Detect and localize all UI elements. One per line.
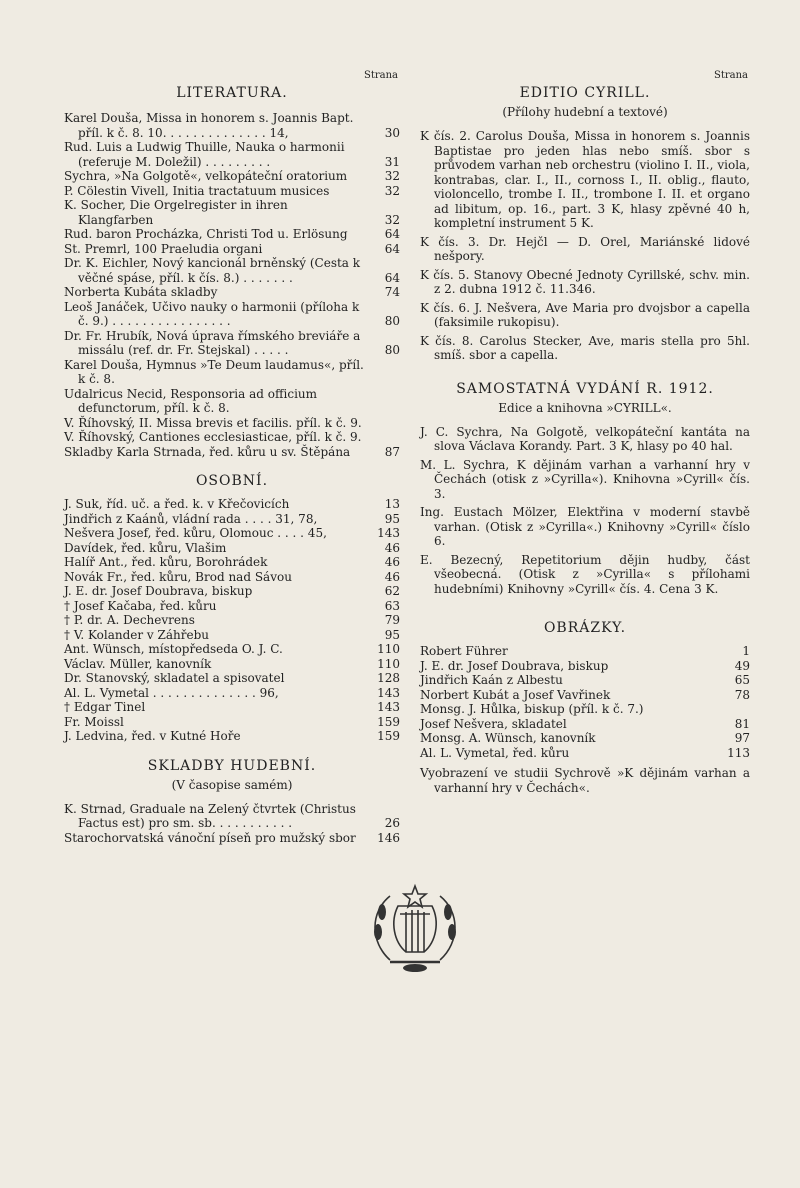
- entry-page-number: 113: [727, 745, 750, 760]
- index-entry: [64, 802, 400, 831]
- entry-title: Jindřich Kaán z Albestu: [420, 673, 563, 687]
- index-entry: [64, 642, 400, 657]
- entry-page-number: 26: [384, 816, 400, 830]
- edition-entry: K čís. 3. Dr. Hejčl — D. Orel, Mariánské lidové nešpory.: [420, 234, 750, 263]
- index-entry: [64, 570, 400, 585]
- entry-title: Václav. Müller, kanovník: [64, 656, 212, 671]
- index-entry: [64, 256, 400, 285]
- entry-title: Udalricus Necid, Responsoria ad officium defunctorum, příl. k č. 8.: [64, 386, 318, 415]
- entry-title: Dr. Fr. Hrubík, Nová úprava římského breviáře a missálu (ref. dr. Fr. Stejskal) . . . . .: [64, 328, 361, 357]
- entry-title: Nešvera Josef, řed. kůru, Olomouc . . . . 45,: [64, 526, 327, 540]
- obrazky-list: [420, 644, 750, 760]
- edition-entry: K čís. 8. Carolus Stecker, Ave, maris stella pro 5hl. smíš. sbor a capella.: [420, 333, 750, 362]
- index-entry: [64, 512, 400, 527]
- index-entry: [64, 555, 400, 570]
- index-entry: [64, 671, 400, 686]
- index-entry: [64, 715, 400, 730]
- entry-page-number: 13: [384, 497, 400, 511]
- edition-entry: M. L. Sychra, K dějinám varhan a varhanní hry v Čechách (otisk z »Cyrilla«). Knihovna »Cyrill« čís. 3.: [420, 457, 750, 501]
- entry-page-number: 80: [384, 314, 400, 328]
- edition-entry: K čís. 6. J. Nešvera, Ave Maria pro dvojsbor a capella (faksimile rukopisu).: [420, 300, 750, 329]
- entry-title: St. Premrl, 100 Praeludia organi: [64, 241, 263, 256]
- entry-title: Skladby Karla Strnada, řed. kůru u sv. Štěpána: [64, 444, 351, 459]
- index-entry: [64, 387, 400, 416]
- skladby-list: [64, 802, 400, 846]
- entry-title: Karel Douša, Hymnus »Te Deum laudamus«, příl. k č. 8.: [64, 357, 364, 386]
- index-entry: [420, 688, 750, 703]
- entry-page-number: 87: [384, 444, 400, 459]
- entry-page-number: 64: [384, 227, 400, 241]
- entry-page-number: 159: [377, 729, 400, 743]
- index-entry: [64, 445, 400, 460]
- entry-page-number: 110: [377, 642, 400, 656]
- entry-page-number: 79: [384, 613, 400, 627]
- entry-page-number: 46: [384, 540, 400, 555]
- entry-page-number: 143: [377, 526, 400, 540]
- index-entry: [64, 169, 400, 184]
- edition-entry: K čís. 5. Stanovy Obecné Jednoty Cyrillské, schv. min. z 2. dubna 1912 č. 11.346.: [420, 267, 750, 296]
- skladby-heading: SKLADBY HUDEBNÍ.: [147, 757, 317, 774]
- entry-title: Jindřich z Kaánů, vládní rada . . . . 31, 78,: [64, 511, 318, 526]
- literatura-heading: LITERATURA.: [176, 85, 288, 101]
- index-entry: [420, 731, 750, 746]
- entry-title: Fr. Moissl: [64, 714, 124, 729]
- entry-page-number: 81: [734, 716, 750, 731]
- index-entry: [64, 729, 400, 744]
- index-entry: [64, 526, 400, 541]
- index-entry: [64, 613, 400, 628]
- obrazky-heading: OBRÁZKY.: [543, 620, 627, 636]
- right-column: [420, 70, 750, 799]
- entry-title: † V. Kolander v Záhřebu: [64, 627, 209, 642]
- entry-title: Norbert Kubát a Josef Vavřinek: [420, 687, 611, 702]
- entry-title: J. E. dr. Josef Doubrava, biskup: [420, 658, 609, 673]
- entry-page-number: 64: [384, 241, 400, 256]
- entry-title: Ant. Wünsch, místopředseda O. J. C.: [64, 642, 283, 656]
- entry-title: Rud. baron Procházka, Christi Tod u. Erlösung: [64, 227, 348, 241]
- entry-page-number: 78: [734, 687, 750, 702]
- entry-title: K. Strnad, Graduale na Zelený čtvrtek (Christus Factus est) pro sm. sb. . . . . . . . . . .: [64, 801, 356, 830]
- entry-title: P. Cölestin Vivell, Initia tractatuum musices: [64, 183, 330, 198]
- index-entry: [64, 599, 400, 614]
- literatura-list: [64, 111, 400, 459]
- entry-title: Robert Führer: [420, 644, 508, 658]
- entry-page-number: 146: [377, 830, 400, 845]
- index-entry: [64, 184, 400, 199]
- index-entry: [64, 111, 400, 140]
- samostatna-subheading: Edice a knihovna »CYRILL«.: [498, 400, 672, 415]
- index-entry: [64, 358, 400, 387]
- entry-page-number: 62: [384, 584, 400, 598]
- entry-title: Dr. K. Eichler, Nový kancionál brněnský (Cesta k věčné spáse, příl. k čís. 8.) . . . . . . .: [64, 256, 361, 285]
- entry-title: Norberta Kubáta skladby: [64, 285, 218, 299]
- entry-page-number: 1: [742, 644, 750, 658]
- skladby-subheading: (V časopise samém): [171, 777, 293, 792]
- entry-page-number: 80: [384, 343, 400, 357]
- entry-page-number: 49: [734, 658, 750, 673]
- edition-entry: J. C. Sychra, Na Golgotě, velkopáteční kantáta na slova Václava Korandy. Part. 3 K, hlasy po 40 hal.: [420, 424, 750, 453]
- entry-title: Al. L. Vymetal . . . . . . . . . . . . . . 96,: [64, 685, 279, 700]
- index-entry: [64, 497, 400, 512]
- entry-page-number: 97: [734, 731, 750, 745]
- editio-list: [420, 129, 750, 363]
- entry-title: Monsg. J. Hůlka, biskup (příl. k č. 7.): [420, 702, 644, 716]
- entry-title: Al. L. Vymetal, řed. kůru: [420, 745, 570, 760]
- entry-page-number: 32: [384, 183, 400, 198]
- index-entry: [420, 644, 750, 659]
- entry-title: Rud. Luis a Ludwig Thuille, Nauka o harmonii (referuje M. Doležil) . . . . . . . . .: [64, 140, 345, 169]
- entry-title: Monsg. A. Wünsch, kanovník: [420, 731, 596, 745]
- entry-title: J. Ledvina, řed. v Kutné Hoře: [64, 729, 241, 743]
- entry-title: Josef Nešvera, skladatel: [420, 716, 567, 731]
- index-entry: [64, 285, 400, 300]
- entry-page-number: 159: [377, 714, 400, 729]
- entry-title: † Edgar Tinel: [64, 700, 146, 714]
- entry-title: V. Říhovský, II. Missa brevis et facilis. příl. k č. 9.: [64, 415, 362, 430]
- entry-title: J. Suk, říd. uč. a řed. k. v Křečovicích: [64, 497, 290, 511]
- index-entry: [64, 657, 400, 672]
- entry-title: Halíř Ant., řed. kůru, Borohrádek: [64, 555, 268, 569]
- index-entry: [64, 198, 400, 227]
- entry-page-number: 143: [377, 700, 400, 714]
- index-entry: [64, 541, 400, 556]
- entry-title: † Josef Kačaba, řed. kůru: [64, 598, 217, 613]
- edition-entry: E. Bezecný, Repetitorium dějin hudby, část všeobecná. (Otisk z »Cyrilla« s přílohami hudebními) Knihovny »Cyrill« čís. 4. Cena 3 K.: [420, 552, 750, 596]
- index-entry: [64, 329, 400, 358]
- entry-title: † P. dr. A. Dechevrens: [64, 613, 195, 627]
- index-entry: [420, 673, 750, 688]
- entry-page-number: 63: [384, 598, 400, 613]
- samostatna-heading: SAMOSTATNÁ VYDÁNÍ R. 1912.: [456, 380, 714, 397]
- osobni-list: [64, 497, 400, 744]
- index-entry: [64, 242, 400, 257]
- entry-page-number: 32: [384, 169, 400, 183]
- entry-title: Starochorvatská vánoční píseň pro mužský sbor: [64, 830, 356, 845]
- index-entry: [420, 746, 750, 761]
- edition-entry: K čís. 2. Carolus Douša, Missa in honorem s. Joannis Baptistae pro jeden hlas nebo smíš. sbor s průvodem varhan neb orchestru (violino I. II., viola, kontrabas, clar. I., II., cornoss I., II. oblig., flauto, violoncello, trombe I. II., trombone I. II. et organo ad libitum, op. 16., part. 3 K, hlasy zpěvné 40 h, kompletní instrument 5 K.: [420, 129, 750, 230]
- page-column-label: Strana: [363, 70, 398, 81]
- index-entry: [64, 416, 400, 431]
- entry-page-number: 128: [377, 671, 400, 685]
- page-column-label: Strana: [713, 70, 748, 81]
- index-entry: [64, 628, 400, 643]
- entry-title: J. E. dr. Josef Doubrava, biskup: [64, 584, 253, 598]
- index-entry: [64, 300, 400, 329]
- entry-page-number: 46: [384, 555, 400, 569]
- index-entry: [420, 659, 750, 674]
- index-entry: [64, 430, 400, 445]
- entry-title: Davídek, řed. kůru, Vlašim: [64, 540, 227, 555]
- entry-page-number: 30: [384, 125, 400, 140]
- entry-title: Karel Douša, Missa in honorem s. Joannis Bapt. příl. k č. 8. 10. . . . . . . . . . . . . . 14,: [64, 111, 354, 140]
- index-entry: [64, 686, 400, 701]
- lyre-ornament-icon: [360, 882, 470, 976]
- editio-subheading: (Přílohy hudební a textové): [502, 105, 668, 119]
- entry-page-number: 74: [384, 285, 400, 299]
- entry-title: Sychra, »Na Golgotě«, velkopáteční oratorium: [64, 169, 348, 183]
- entry-title: Novák Fr., řed. kůru, Brod nad Sávou: [64, 569, 292, 584]
- index-entry: [64, 140, 400, 169]
- entry-title: Dr. Stanovský, skladatel a spisovatel: [64, 671, 285, 685]
- edition-entry: Ing. Eustach Mölzer, Elektřina v moderní stavbě varhan. (Otisk z »Cyrilla«.) Knihovny »Cyrill« číslo 6.: [420, 505, 750, 548]
- entry-page-number: 110: [377, 656, 400, 671]
- entry-page-number: 32: [384, 212, 400, 227]
- entry-page-number: 143: [377, 685, 400, 700]
- entry-page-number: 31: [384, 154, 400, 169]
- entry-page-number: 65: [734, 673, 750, 687]
- index-entry: [64, 831, 400, 846]
- index-entry: [420, 702, 750, 717]
- editio-heading: EDITIO CYRILL.: [519, 85, 651, 101]
- entry-page-number: 95: [384, 627, 400, 642]
- obrazky-note: Vyobrazení ve studii Sychrově »K dějinám varhan a varhanní hry v Čechách«.: [420, 766, 750, 795]
- index-entry: [64, 584, 400, 599]
- entry-title: V. Říhovský, Cantiones ecclesiasticae, příl. k č. 9.: [64, 430, 362, 444]
- samostatna-list: [420, 425, 750, 597]
- entry-title: Leoš Janáček, Učivo nauky o harmonii (příloha k č. 9.) . . . . . . . . . . . . . . . .: [64, 299, 360, 328]
- entry-page-number: 64: [384, 270, 400, 285]
- left-column: [64, 70, 400, 845]
- index-entry: [64, 700, 400, 715]
- entry-page-number: 46: [384, 569, 400, 584]
- index-entry: [64, 227, 400, 242]
- index-entry: [420, 717, 750, 732]
- entry-page-number: 95: [384, 511, 400, 526]
- entry-title: K. Socher, Die Orgelregister in ihren Klangfarben: [64, 198, 288, 227]
- osobni-heading: OSOBNÍ.: [195, 473, 269, 489]
